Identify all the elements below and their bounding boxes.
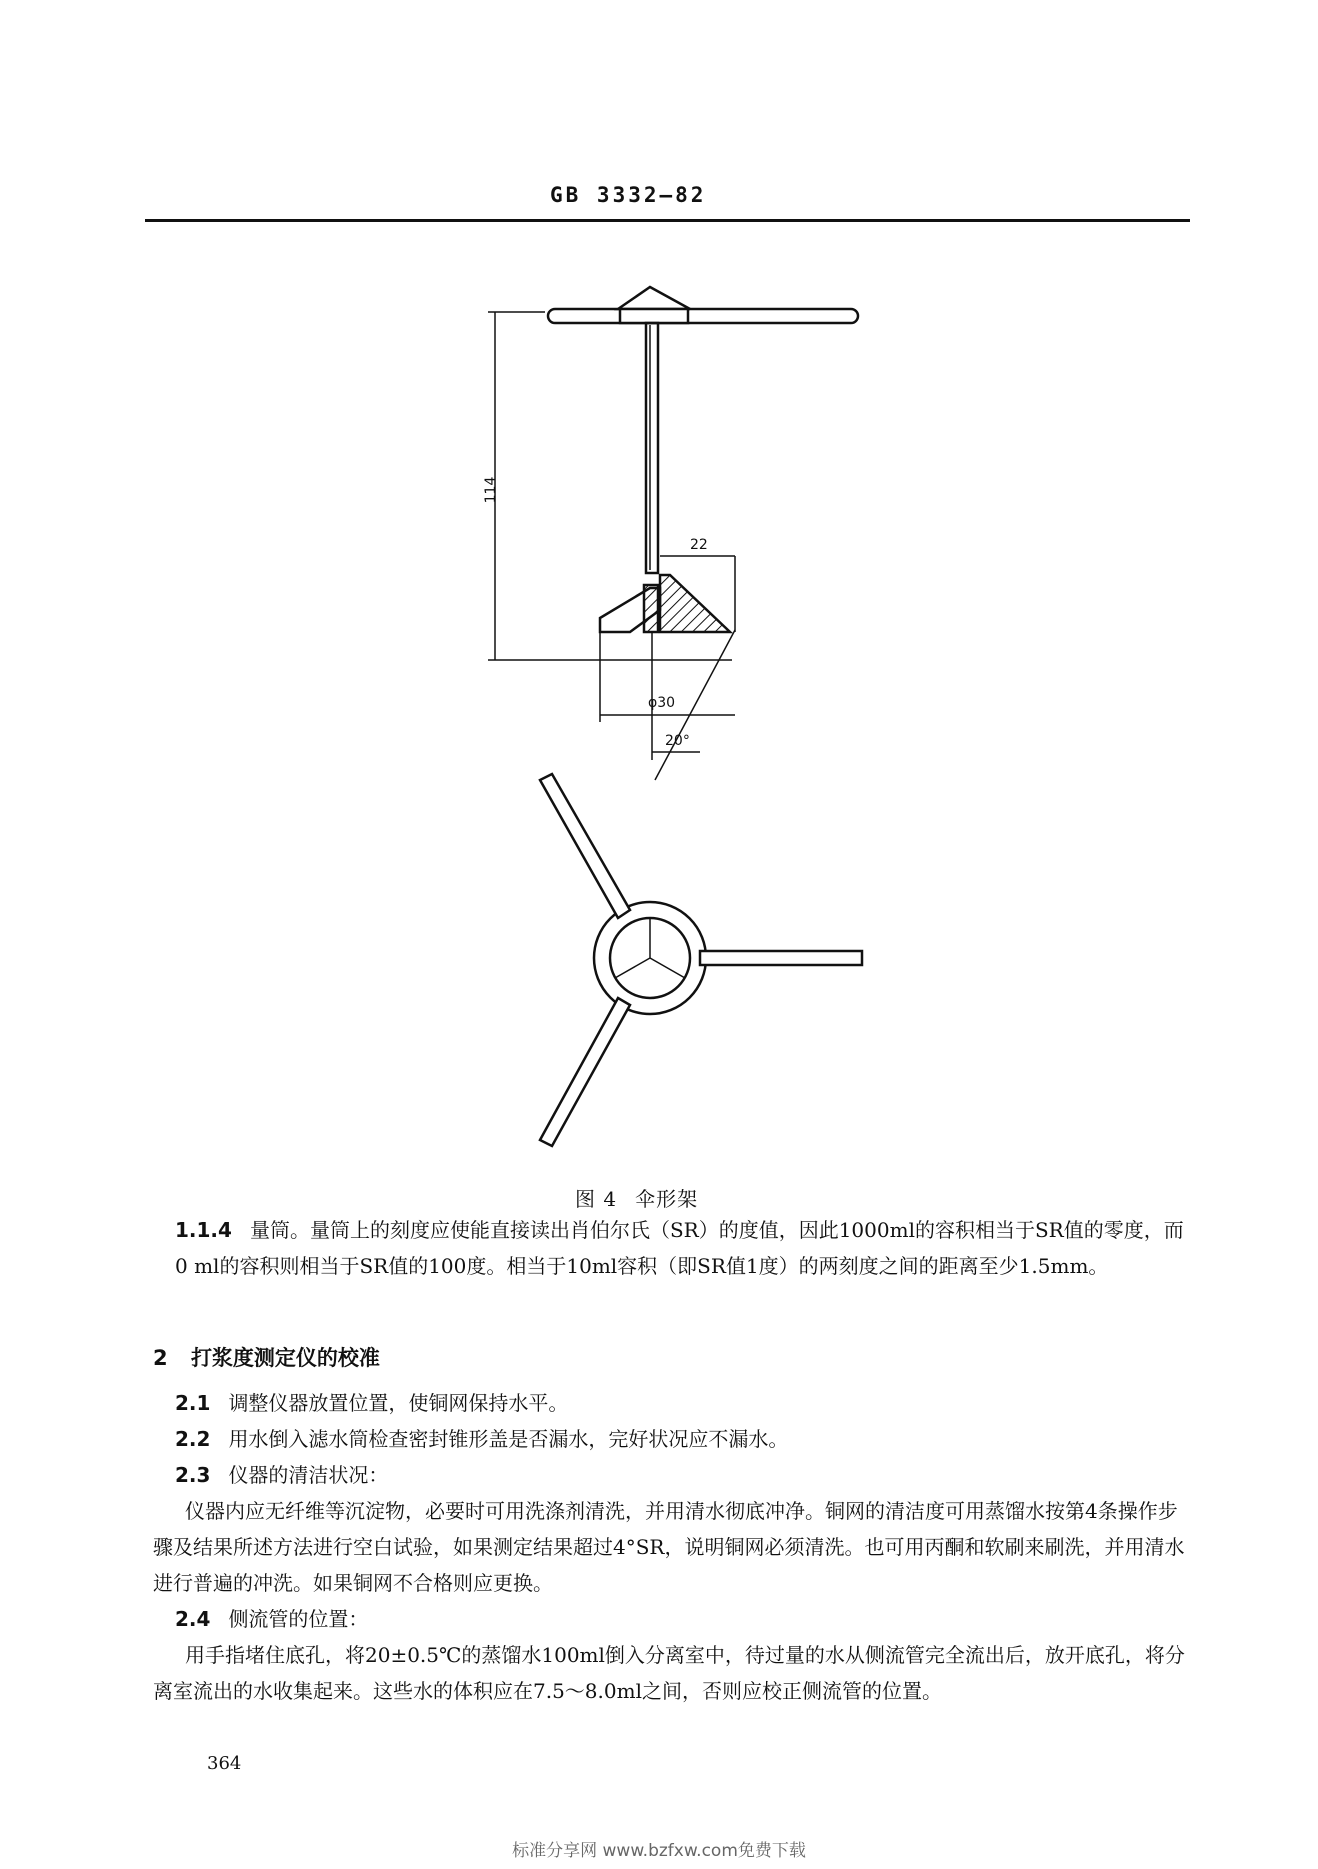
clause-1-1-4 (175, 1212, 1190, 1284)
dim-angle-label: 20° (665, 733, 690, 749)
clause-text: 量筒。量筒上的刻度应使能直接读出肖伯尔氏（SR）的度值，因此1000ml的容积相当于SR值的零度，而0 ml的容积则相当于SR值的100度。相当于10ml容积（即SR值1度）的两刻度之间的距离至少1.5mm。 (175, 1218, 1184, 1278)
item-2-3 (175, 1457, 1190, 1493)
dim-diameter-label: φ30 (648, 695, 676, 711)
tripod-arm-right (700, 951, 862, 965)
item-number: 2.3 (175, 1463, 211, 1487)
section-title: 打浆度测定仪的校准 (190, 1346, 380, 1370)
page-number: 364 (207, 1753, 242, 1774)
dim-offset-label: 22 (690, 537, 708, 553)
figure-number: 图 4 (575, 1187, 618, 1211)
item-2-3-body: 仪器内应无纤维等沉淀物，必要时可用洗涤剂清洗，并用清水彻底冲净。铜网的清洁度可用蒸馏水按第4条操作步骤及结果所述方法进行空白试验，如果测定结果超过4°SR，说明铜网必须清洗。也可用丙酮和软刷来刷洗，并用清水进行普遍的冲洗。如果铜网不合格则应更换。 (153, 1499, 1185, 1595)
dim-height-label: 114 (483, 476, 499, 504)
top-arm (548, 309, 858, 323)
figure-caption (575, 1183, 716, 1212)
tripod-arm-lower (540, 998, 630, 1146)
item-number: 2.2 (175, 1427, 211, 1451)
figure-title: 伞形架 (635, 1187, 699, 1211)
item-text: 仪器的清洁状况： (228, 1463, 389, 1487)
item-text: 用水倒入滤水筒检查密封锥形盖是否漏水，完好状况应不漏水。 (228, 1427, 789, 1451)
section-number: 2 (153, 1346, 168, 1370)
item-number: 2.4 (175, 1607, 211, 1631)
cone-section (660, 575, 730, 632)
item-2-4-body: 用手指堵住底孔，将20±0.5℃的蒸馏水100ml倒入分离室中，待过量的水从侧流管完全流出后，放开底孔，将分离室流出的水收集起来。这些水的体积应在7.5～8.0ml之间，否则应校正侧流管的位置。 (153, 1643, 1185, 1703)
clause-number: 1.1.4 (175, 1218, 232, 1242)
watermark: 标准分享网 www.bzfxw.com免费下载 (512, 1841, 806, 1861)
item-text: 侧流管的位置： (228, 1607, 369, 1631)
item-number: 2.1 (175, 1391, 211, 1415)
document-code: GB 3332—82 (550, 183, 707, 207)
item-2-2 (175, 1421, 1190, 1457)
shaft (646, 323, 658, 573)
item-2-4 (175, 1601, 1190, 1637)
section-heading (153, 1342, 380, 1372)
tripod-arm-upper (540, 774, 630, 918)
item-2-1 (175, 1385, 1190, 1421)
item-text: 调整仪器放置位置，使铜网保持水平。 (228, 1391, 569, 1415)
top-cap (618, 287, 690, 309)
